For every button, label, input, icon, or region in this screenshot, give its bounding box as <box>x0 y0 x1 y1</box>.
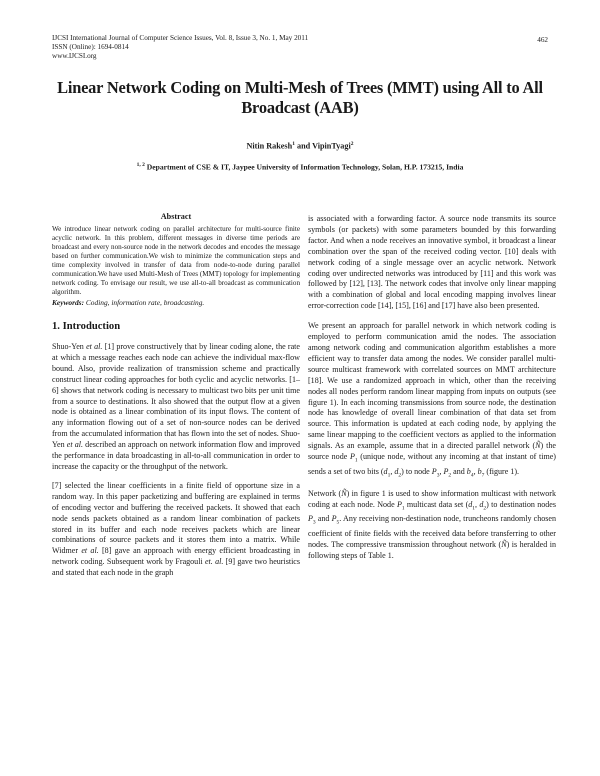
journal-header <box>52 34 308 62</box>
author-line: Nitin Rakesh$^1$ and VipinTyagi$^2$ <box>246 141 354 151</box>
right-column <box>308 214 556 570</box>
journal-issn: ISSN (Online): 1694-0814 <box>52 43 129 52</box>
affiliation: $^{1, 2}$ Department of CSE & IT, Jaypee University of Information Technology, Solan, H.P. 173215, India <box>136 162 464 172</box>
intro-paragraph-2: [7] selected the linear coefficients in a finite field of opportune size in a random way. In this paper packetizing and buffering are explained in terms of encoding vector and buffering the received packets. It showed that each node sends packets obtained as a random linear combination of packets stored in its buffer and each node receives packets which are linear combinations of source packets and it stores them into a matrix. While Widmer et al. [8] gave an approach with energy efficient broadcasting in network coding. Subsequent work by Fragouli et. al. [9] gave two heuristics and stated that each node in the graph <box>52 480 301 578</box>
abstract-text: We introduce linear network coding on parallel architecture for multi-source finite acyclic network. In this problem, different messages in diverse time periods are broadcast and every non-source node in the network decodes and encodes the message based on further communication.We wish to minimize the communication steps and time complexity involved in transfer of data from node-to-node during parallel communication.We have used Multi-Mesh of Trees (MMT) topology for implementing network coding. To envisage our result, we use all-to-all broadcast as communication algorithm. <box>52 225 300 296</box>
intro-paragraph-1: Shuo-Yen et al. [1] prove constructively that by linear coding alone, the rate at which a message reaches each node can achieve the individual max-flow bound. Also, provide realization of transmission scheme and practically construct linear coding approaches for both cyclic and acyclic networks. [1–6] shows that network coding is necessary to multicast two bits per unit time from a source to destinations. It also showed that the output flow at a given node is obtained as a linear combination of its input flows. The content of any information flowing out of a set of non-source nodes can be derived from the accumulated information that has flown into the set of nodes. Shuo-Yen et al. described an approach on network information flow and improved the performance in data broadcasting in all-to-all communication in order to increase the capacity or the throughput of the network. <box>52 342 300 471</box>
section-heading-introduction: 1. Introduction <box>52 321 121 332</box>
journal-url: www.IJCSI.org <box>52 52 97 61</box>
page-number: 462 <box>537 36 548 44</box>
paper-title: Linear Network Coding on Multi-Mesh of Trees (MMT) using All to All Broadcast (AAB) <box>57 78 543 117</box>
author-2: VipinTyagi <box>312 141 351 151</box>
abstract-heading: Abstract <box>160 212 192 221</box>
keywords: Keywords: Coding, information rate, broadcasting. <box>52 298 205 307</box>
right-paragraph-1: is associated with a forwarding factor. A source node transmits its source symbols (or packets) with some parameters bounded by this forwarding factor. And when a node receives an innovative symbol, it broadcast a linear combination over the span of the received coding vector. [10] deals with network coding of a single message over an acyclic network. Network coding over undirected networks was introduced by [11] and this work was followed by [12], [13]. The network codes that involve only linear mapping with a combination of global and local encoding mapping involves linear error-correction code [14], [15], [16] and [17] have also been presented. <box>308 214 556 311</box>
left-column <box>52 212 300 587</box>
journal-citation: IJCSI International Journal of Computer Science Issues, Vol. 8, Issue 3, No. 1, May 2011 <box>52 34 309 42</box>
author-1: Nitin Rakesh <box>246 141 293 151</box>
right-paragraph-3: Network (Ñ) in figure 1 is used to show information multicast with network coding at each node. Node $P_1$ multicast data set ($d_1$, $d_2$) to destination nodes $P_3$ and $P_5$. Any receiving non-destination node, truncheons randomly chosen coefficient of finite fields with the received data before transferring to other nodes. The compressive transmission throughout network (Ñ) is heralded in following steps of Table 1. <box>308 489 556 560</box>
right-paragraph-2: We present an approach for parallel network in which network coding is employed to perform communication amid the nodes. The association among network coding and communication algorithm establishes a more efficient way to transfer data among the nodes. We consider parallel multi-source multicast framework with correlated sources on MMT architecture [18]. We use a randomized approach in which, other than the receiving nodes all nodes perform random linear mapping from inputs on outputs (see figure 1). In each incoming transmissions from source node, the destination node has knowledge of overall linear combination of that data set from source. This information is updated at each coding node, by applying the same linear mapping to the coefficient vectors as applied to the information signals. As an example, assume that in a directed parallel network (Ñ) the source node $P_1$ (unique node, without any incoming at that instant of time) sends a set of two bits ($d_1$, $d_2$) to node $P_3$, $P_2$ and $b_4$, $b_7$ (figure 1). <box>308 321 557 479</box>
